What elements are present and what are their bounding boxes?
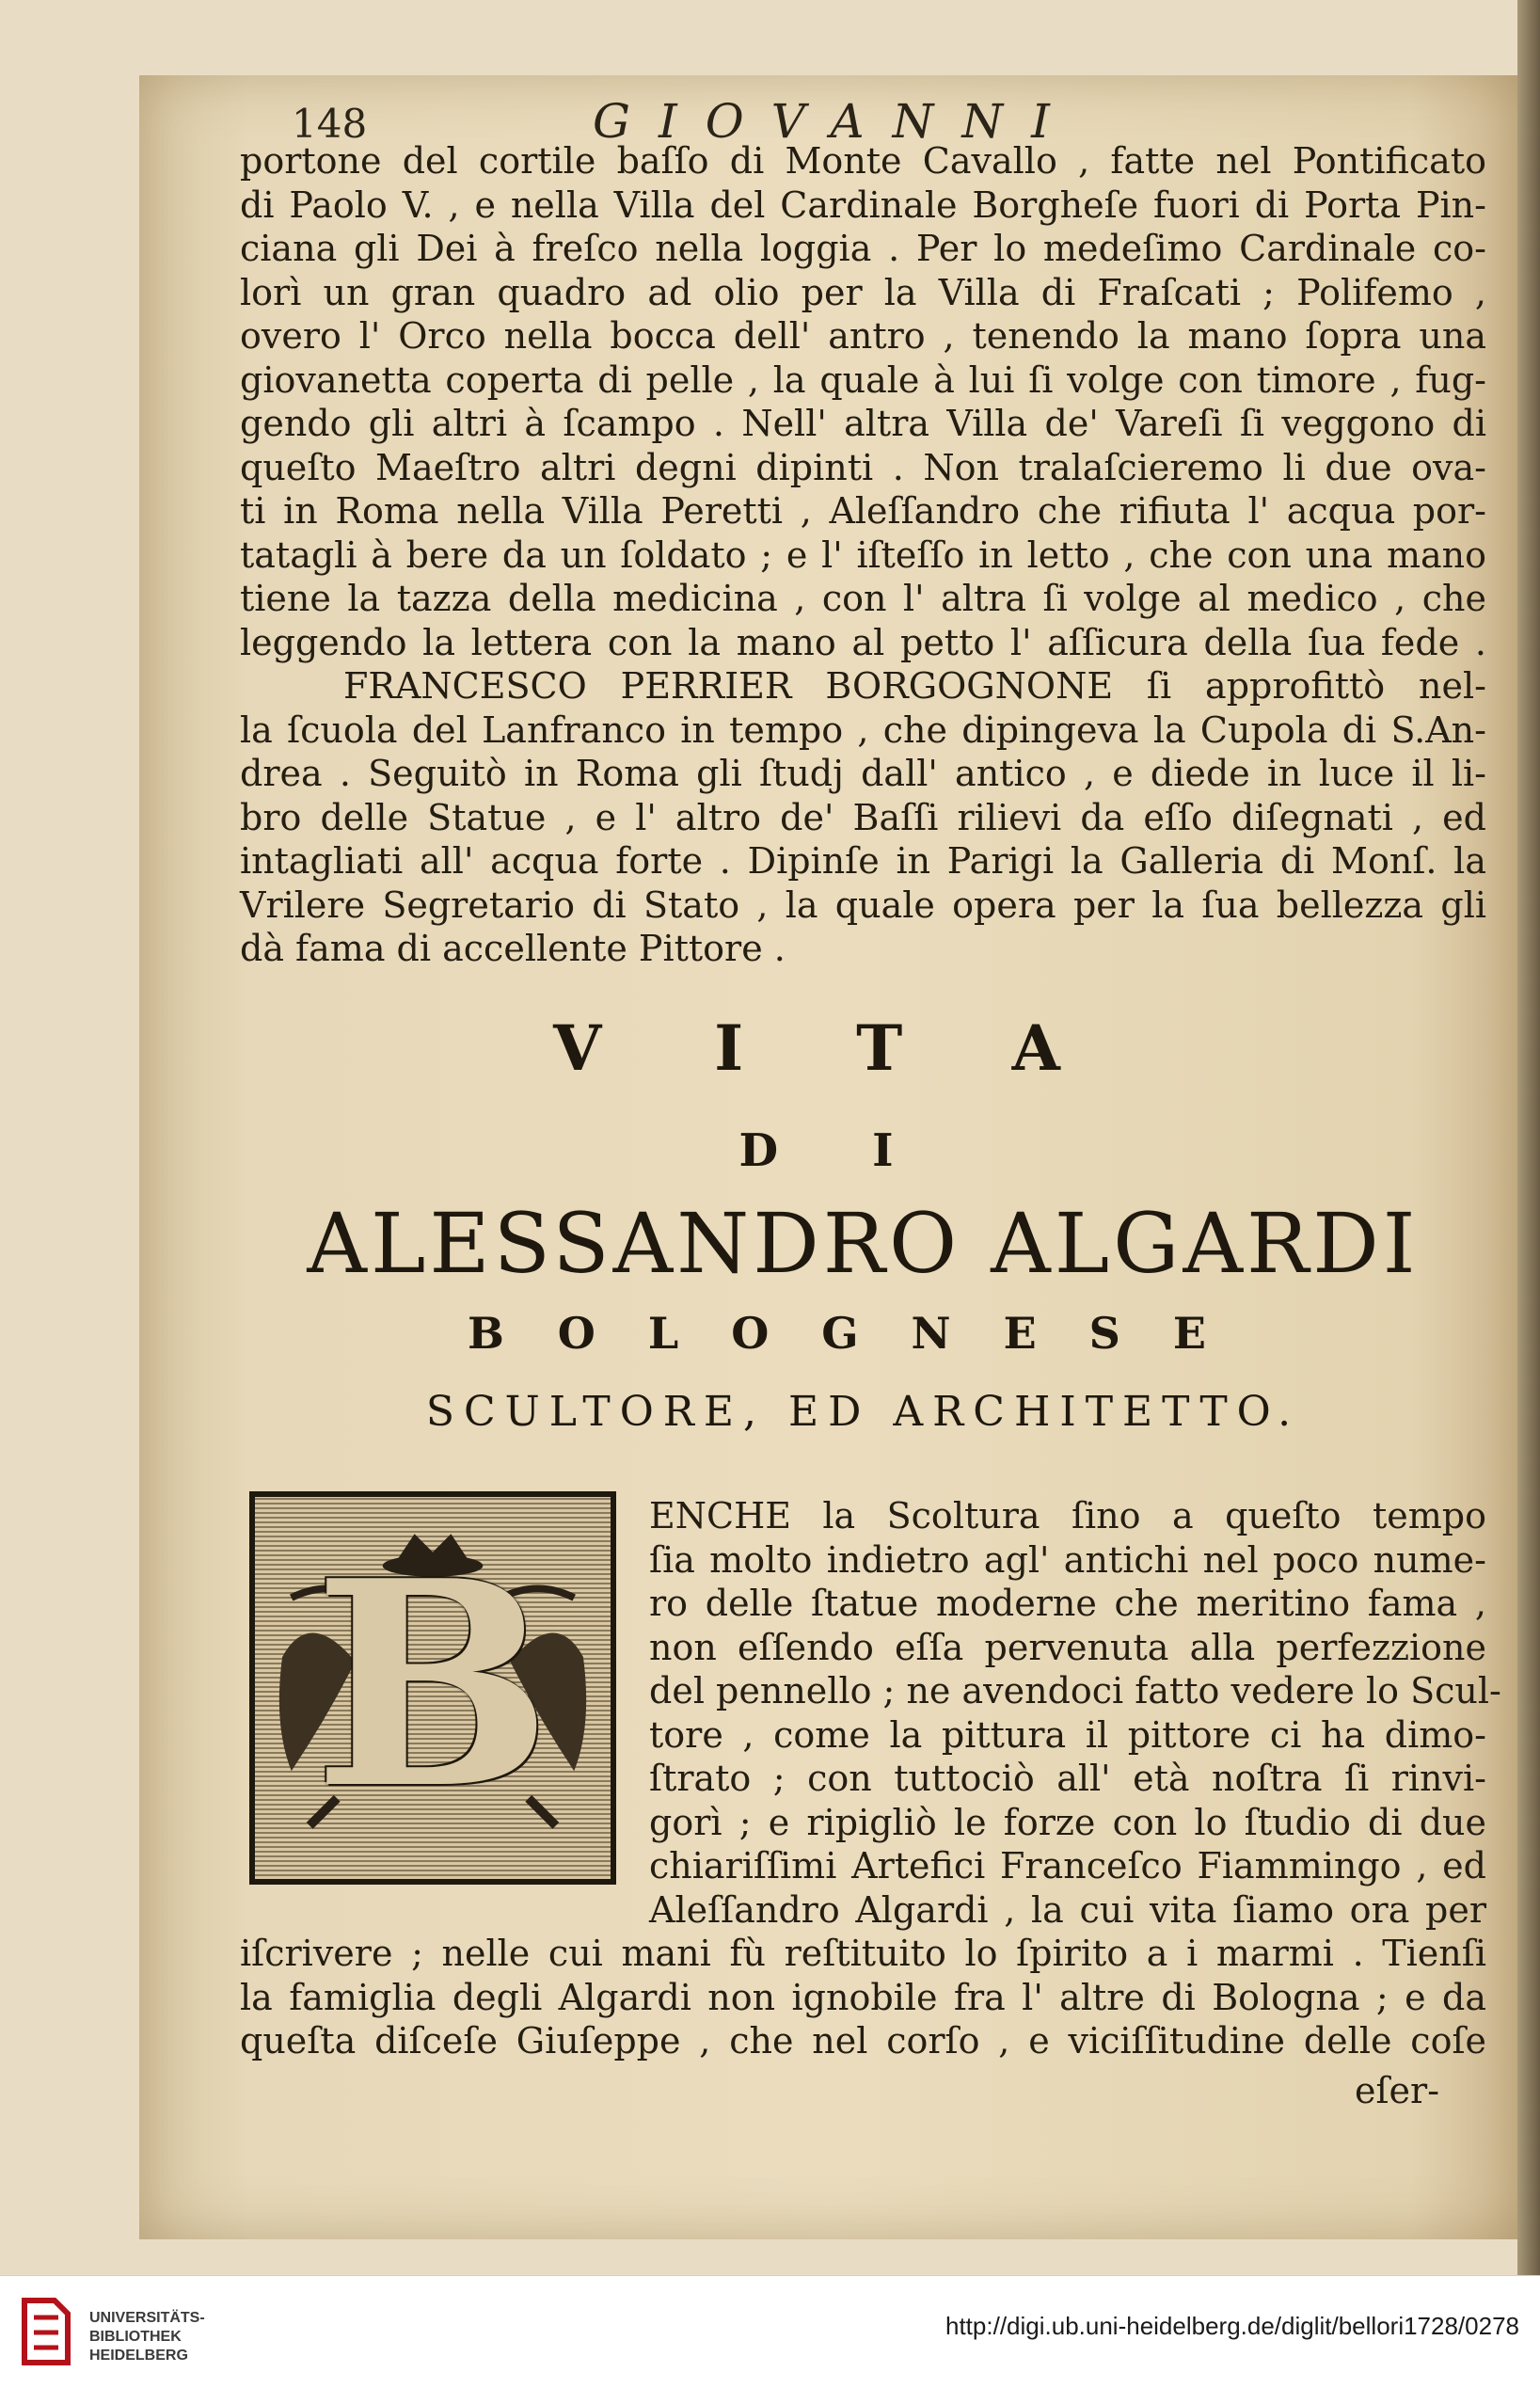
heading-origin: BOLOGNESE xyxy=(468,1308,1259,1359)
text-line: Aleſſandro Algardi , la cui vita ſiamo ora per xyxy=(649,1888,1486,1931)
heading-name: ALESSANDRO ALGARDI xyxy=(307,1195,1420,1292)
drop-cap xyxy=(249,1491,616,1885)
text-line: tore , come la pittura il pittore ci ha dimo- xyxy=(649,1713,1486,1756)
text-line: la ſcuola del Lanfranco in tempo , che dipingeva la Cupola di S.An- xyxy=(240,708,1486,751)
text-line: gendo gli altri à ſcampo . Nell' altra Villa de' Vareſi ſi veggono di xyxy=(240,403,1486,444)
text-line: drea . Seguitò in Roma gli ſtudj dall' antico , e diede in luce il li- xyxy=(240,753,1486,794)
viewer-footer xyxy=(0,2275,1540,2388)
text-line: chiariſſimi Artefici Franceſco Fiammingo , ed xyxy=(649,1845,1486,1887)
running-title: GIOVANNI xyxy=(593,94,1078,149)
drop-cap-letter: B xyxy=(313,1519,552,1851)
continuation-text xyxy=(240,1932,1486,2063)
text-line: ro delle ſtatue moderne che meritino fama , xyxy=(649,1583,1486,1624)
page-number: 148 xyxy=(292,101,368,147)
text-line: ſtrato ; con tuttociò all' età noſtra ſi rinvi- xyxy=(649,1758,1486,1799)
library-name xyxy=(89,2309,205,2365)
heading-role: SCULTORE, ED ARCHITETTO. xyxy=(425,1388,1301,1436)
catchword: eſer- xyxy=(1355,2070,1440,2111)
heading-vita: VITA xyxy=(553,1011,1173,1085)
text-line: dà fama di accellente Pittore . xyxy=(240,928,786,969)
text-line: iſcrivere ; nelle cui mani fù reſtituito lo ſpirito a i marmi . Tienſi xyxy=(240,1933,1486,1974)
text-line: ciana gli Dei à freſco nella loggia . Per lo medeſimo Cardinale co- xyxy=(240,228,1486,269)
text-line: ENCHE la Scoltura ſino a queſto tempo xyxy=(649,1495,1486,1536)
text-line: bro delle Statue , e l' altro de' Baſſi rilievi da eſſo diſegnati , ed xyxy=(240,796,1486,838)
text-line: del pennello ; ne avendoci fatto vedere lo Scul- xyxy=(649,1670,1501,1711)
library-name-line: UNIVERSITÄTS- xyxy=(89,2310,205,2326)
text-line: portone del cortile baſſo di Monte Cavallo , fatte nel Pontificato xyxy=(240,140,1486,182)
page-edge xyxy=(1517,0,1540,2275)
text-line: queſta diſceſe Giuſeppe , che nel corſo , e viciſſitudine delle coſe xyxy=(240,2020,1486,2062)
text-line: Vrilere Segretario di Stato , la quale opera per la ſua bellezza gli xyxy=(240,884,1486,926)
body-text xyxy=(240,139,1486,971)
text-line: lorì un gran quadro ad olio per la Villa di Fraſcati ; Polifemo , xyxy=(240,271,1486,313)
text-line: overo l' Orco nella bocca dell' antro , tenendo la mano ſopra una xyxy=(240,315,1486,357)
text-line: intagliati all' acqua forte . Dipinſe in Parigi la Galleria di Monſ. la xyxy=(240,840,1486,882)
text-line: gorì ; e ripigliò le forze con lo ſtudio di due xyxy=(649,1801,1486,1843)
text-line: ſia molto indietro agl' antichi nel poco nume- xyxy=(649,1538,1486,1581)
intro-text xyxy=(649,1494,1501,1932)
text-line: tiene la tazza della medicina , con l' altra ſi volge al medico , che xyxy=(240,578,1486,619)
text-line: FRANCESCO PERRIER BORGOGNONE ſi approfittò nel- xyxy=(343,665,1486,707)
text-line: la famiglia degli Algardi non ignobile fra l' altre di Bologna ; e da xyxy=(240,1976,1486,2018)
permalink-url[interactable]: http://digi.ub.uni-heidelberg.de/diglit/bellori1728/0278 xyxy=(945,2312,1519,2340)
text-line: ti in Roma nella Villa Peretti , Aleſſandro che rifiuta l' acqua por- xyxy=(240,490,1486,532)
text-line: leggendo la lettera con la mano al petto l' aſſicura della ſua fede . xyxy=(240,621,1486,663)
text-line: queſto Maeſtro altri degni dipinti . Non tralaſcieremo li due ova- xyxy=(240,446,1486,488)
text-line: non eſſendo eſſa pervenuta alla perfezzione xyxy=(649,1626,1486,1668)
library-name-line: BIBLIOTHEK xyxy=(89,2329,182,2345)
text-line: giovanetta coperta di pelle , la quale à lui ſi volge con timore , fug- xyxy=(240,358,1486,401)
library-name-line: HEIDELBERG xyxy=(89,2348,188,2364)
university-logo-icon xyxy=(17,2293,75,2370)
text-line: tatagli à bere da un ſoldato ; e l' iſteſſo in letto , che con una mano xyxy=(240,533,1486,576)
text-line: di Paolo V. , e nella Villa del Cardinale Borgheſe fuori di Porta Pin- xyxy=(240,183,1486,226)
heading-di: DI xyxy=(738,1124,988,1177)
